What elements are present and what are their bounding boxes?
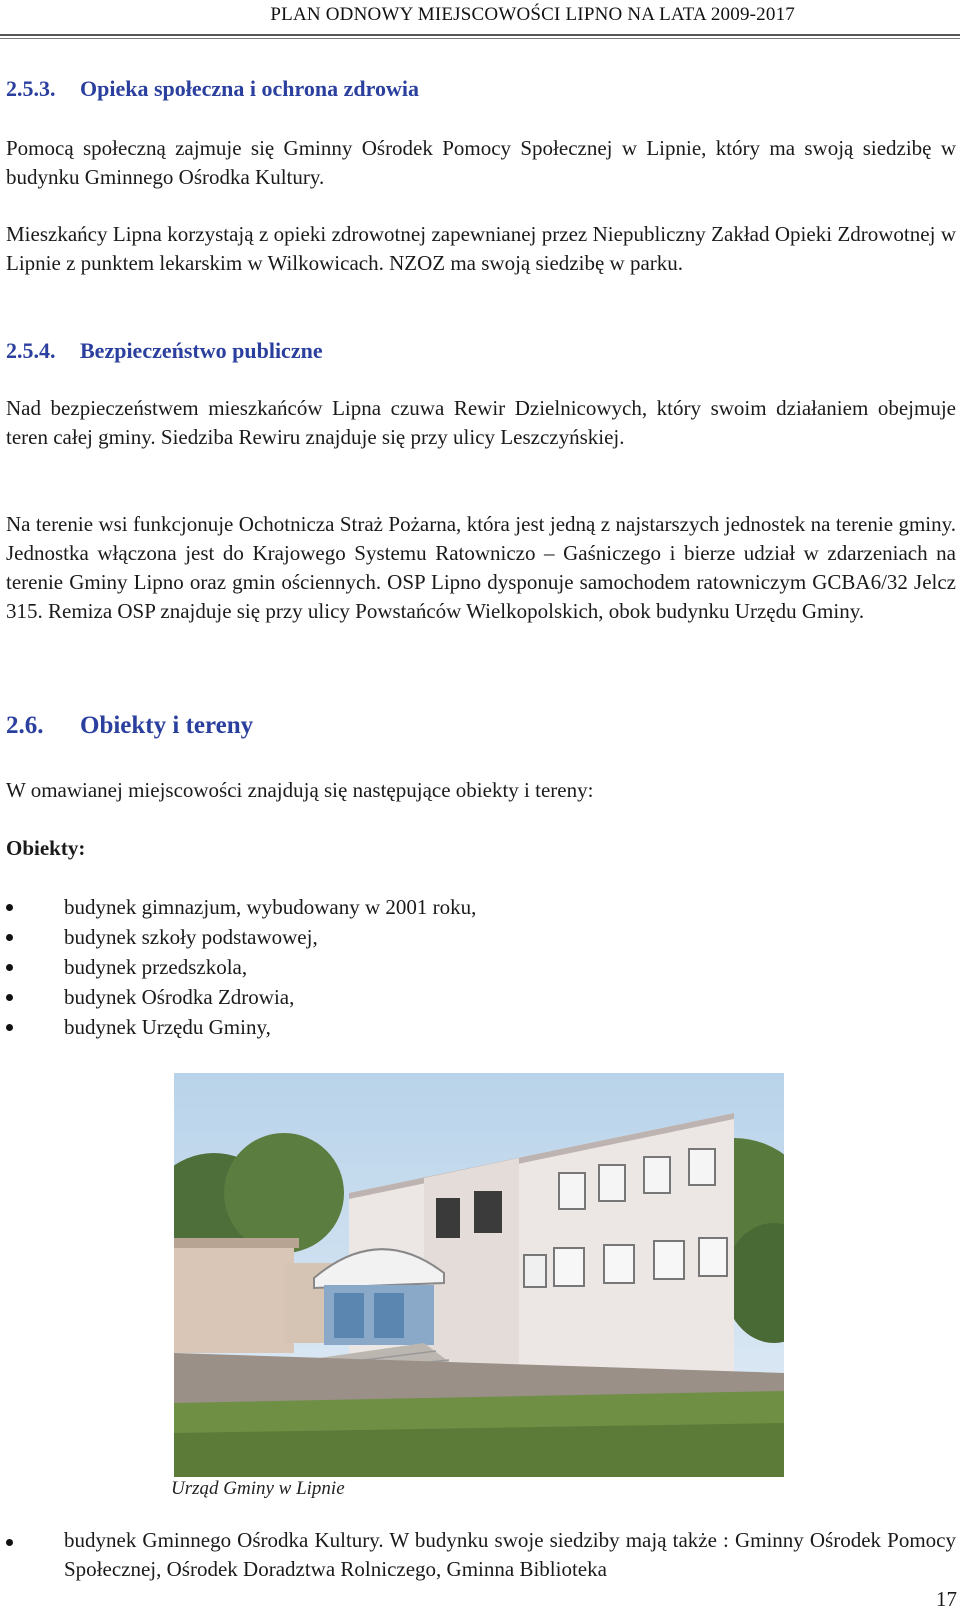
page-number: 17 (936, 1587, 957, 1611)
list-item-text: budynek Urzędu Gminy, (64, 1015, 271, 1039)
paragraph: Pomocą społeczną zajmuje się Gminny Ośrodek Pomocy Społecznej w Lipnie, który ma swoją siedzibę w budynku Gminnego Ośrodka Kultury. (6, 136, 956, 189)
section-253-heading (6, 76, 419, 102)
bullet-icon (6, 934, 13, 941)
bullet-icon (6, 904, 13, 911)
list-item-text: budynek Ośrodka Zdrowia, (64, 985, 295, 1009)
list-item-text: budynek gimnazjum, wybudowany w 2001 roku, (64, 895, 477, 919)
list-item (0, 1526, 960, 1584)
list-item (0, 892, 960, 922)
bullet-icon (6, 964, 13, 971)
section-title: Opieka społeczna i ochrona zdrowia (80, 76, 419, 101)
page-header (0, 4, 960, 32)
bullet-icon (6, 1539, 13, 1546)
bullet-icon (6, 1024, 13, 1031)
section-number: 2.5.4. (6, 338, 56, 363)
section-number: 2.5.3. (6, 76, 56, 101)
intro-text: W omawianej miejscowości znajdują się następujące obiekty i tereny: (6, 778, 594, 802)
list-item (0, 952, 960, 982)
section-title: Bezpieczeństwo publiczne (80, 338, 323, 363)
building-photo (174, 1073, 784, 1477)
paragraph: Na terenie wsi funkcjonuje Ochotnicza Straż Pożarna, która jest jedną z najstarszych jednostek na terenie gminy. Jednostka włączona jest do Krajowego Systemu Ratowniczo – Gaśniczego i bierze udział w zdarzeniach na terenie Gminy Lipno oraz gmin ościennych. OSP Lipno dysponuje samochodem ratowniczym GCBA6/32 Jelcz 315. Remiza OSP znajduje się przy ulicy Powstańców Wielkopolskich, obok budynku Urzędu Gminy. (6, 512, 956, 623)
list-item-text: budynek Gminnego Ośrodka Kultury. W budynku swoje siedziby mają także : Gminny Ośrodek Pomocy Społecznej, Ośrodek Doradztwa Rolniczego, Gminna Biblioteka (64, 1528, 956, 1581)
section-254-heading (6, 338, 323, 364)
list-item (0, 1012, 960, 1042)
paragraph: Mieszkańcy Lipna korzystają z opieki zdrowotnej zapewnianej przez Niepubliczny Zakład Opieki Zdrowotnej w Lipnie z punktem lekarskim w Wilkowicach. NZOZ ma swoją siedzibę w parku. (6, 222, 956, 275)
list-item-text: budynek przedszkola, (64, 955, 248, 979)
header-rule (0, 34, 960, 36)
section-number: 2.6. (6, 712, 44, 739)
objects-list (0, 892, 960, 1042)
section-26-heading (6, 712, 253, 740)
photo-caption: Urząd Gminy w Lipnie (171, 1478, 345, 1499)
document-title: PLAN ODNOWY MIEJSCOWOŚCI LIPNO NA LATA 2009-2017 (270, 4, 795, 25)
section-title: Obiekty i tereny (80, 712, 254, 739)
list-item (0, 982, 960, 1012)
paragraph: Nad bezpieczeństwem mieszkańców Lipna czuwa Rewir Dzielnicowych, który swoim działaniem obejmuje teren całej gminy. Siedziba Rewiru znajduje się przy ulicy Leszczyńskiej. (6, 396, 956, 449)
bullet-icon (6, 994, 13, 1001)
objects-label: Obiekty: (6, 836, 86, 860)
list-item (0, 922, 960, 952)
town-hall-illustration (174, 1073, 784, 1477)
header-rule-thin (0, 38, 960, 39)
list-item-text: budynek szkoły podstawowej, (64, 925, 318, 949)
